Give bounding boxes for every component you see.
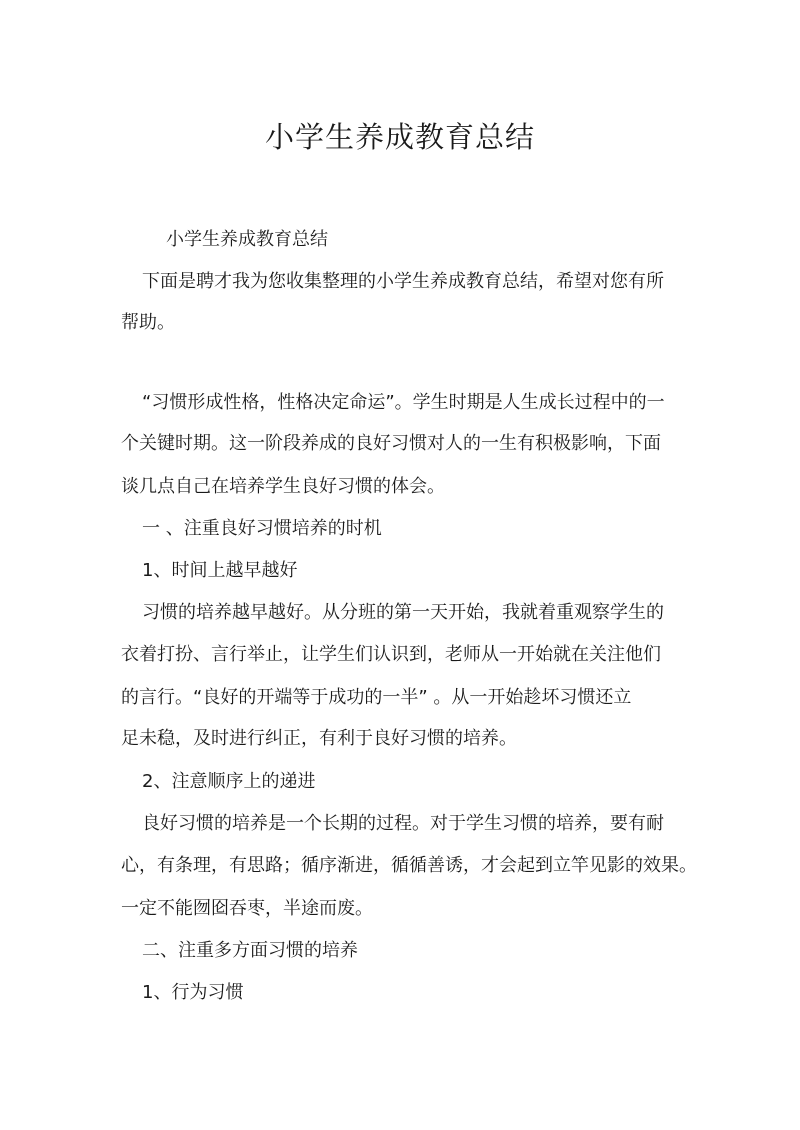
paragraph1-line-3: 谈几点自己在培养学生良好习惯的体会。 bbox=[121, 476, 445, 497]
document-title: 小学生养成教育总结 bbox=[264, 120, 535, 154]
item2-paragraph-line-1: 良好习惯的培养是一个长期的过程。对于学生习惯的培养，要有耐 bbox=[142, 813, 664, 834]
item1-heading: 1、时间上越早越好 bbox=[142, 560, 298, 581]
item2-paragraph-line-3: 一定不能囫囵吞枣，半途而废。 bbox=[121, 898, 373, 919]
item2-paragraph-line-2: 心，有条理，有思路；循序渐进，循循善诱，才会起到立竿见影的效果。 bbox=[121, 855, 697, 876]
document-subtitle: 小学生养成教育总结 bbox=[166, 229, 328, 250]
item1-paragraph-line-2: 衣着打扮、言行举止，让学生们认识到，老师从一开始就在关注他们 bbox=[121, 644, 661, 665]
section2-item1-heading: 1、行为习惯 bbox=[142, 982, 244, 1003]
item1-paragraph-line-1: 习惯的培养越早越好。从分班的第一天开始，我就着重观察学生的 bbox=[142, 602, 664, 623]
item2-heading: 2、注意顺序上的递进 bbox=[142, 771, 316, 792]
section1-heading: 一 、注重良好习惯培养的时机 bbox=[142, 518, 382, 539]
paragraph1-line-1: “习惯形成性格，性格决定命运”。学生时期是人生成长过程中的一 bbox=[142, 392, 665, 413]
intro-line-1: 下面是聘才我为您收集整理的小学生养成教育总结，希望对您有所 bbox=[142, 271, 664, 292]
section2-heading: 二、注重多方面习惯的培养 bbox=[142, 940, 358, 961]
item1-paragraph-line-3: 的言行。“良好的开端等于成功的一半” 。从一开始趁坏习惯还立 bbox=[121, 687, 632, 708]
paragraph1-line-2: 个关键时期。这一阶段养成的良好习惯对人的一生有积极影响，下面 bbox=[121, 433, 661, 454]
intro-line-2: 帮助。 bbox=[121, 312, 175, 333]
item1-paragraph-line-4: 足未稳，及时进行纠正，有利于良好习惯的培养。 bbox=[121, 728, 517, 749]
